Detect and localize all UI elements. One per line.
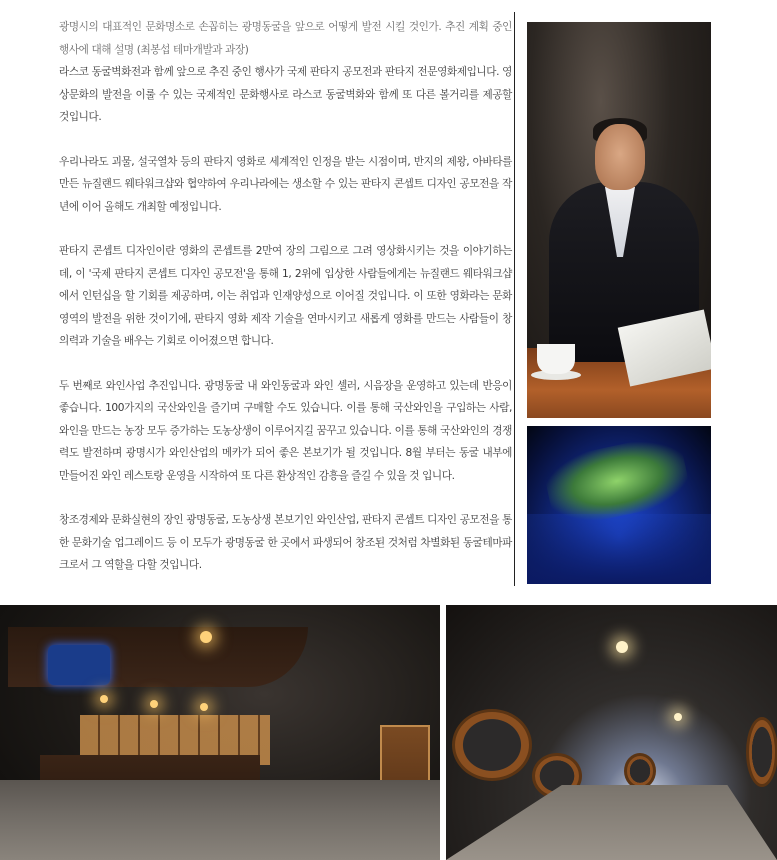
answer-paragraph-2: 우리나라도 괴물, 설국열차 등의 판타지 영화로 세계적인 인정을 받는 시점이며, 반지의 제왕, 아바타를 만든 뉴질랜드 웨타워크샵와 협약하여 우리나라에는 생소할 수 있는 판타지 콘셉트 디자인 공모전을 작년에 이어 올해도 개최할 예정입니다. [59, 155, 512, 213]
coffee-cup [537, 344, 575, 374]
article-text [59, 16, 512, 577]
pendant-lamp [150, 700, 158, 708]
answer-paragraph-1: 라스코 동굴벽화전과 함께 앞으로 추진 중인 행사가 국제 판타지 공모전과 판타지 전문영화제입니다. 영상문화의 발전을 이룰 수 있는 국제적인 문화행사로 라스코 동굴벽화와 함께 또 다른 볼거리를 제공할 것입니다. [59, 66, 512, 123]
blue-lit-rock [527, 514, 711, 584]
wine-tasting-sign [48, 645, 110, 685]
ceiling-lamp [674, 713, 682, 721]
tunnel-floor [446, 785, 777, 860]
ceiling-lamp [200, 631, 212, 643]
pendant-lamp [100, 695, 108, 703]
column-divider [514, 12, 515, 586]
wine-cave-tunnel-photo [446, 605, 777, 860]
answer-paragraph-3: 판타지 콘셉트 디자인이란 영화의 콘셉트를 2만여 장의 그림으로 그려 영상화시키는 것을 이야기하는데, 이 '국제 판타지 콘셉트 디자인 공모전'을 통해 1, 2위에 입상한 사람들에게는 뉴질랜드 웨타워크샵에서 인턴십을 할 기회를 제공하며, 이는 취업과 인재양성으로 이어질 것입니다. 이 또한 영화라는 문화 영역의 발전을 위한 것이기에, 판타지 영화 제작 기술을 연마시키고 새롭게 영화를 만드는 사람들이 창의력과 기술을 배우는 기회로 이어졌으면 합니다. [59, 245, 512, 347]
interviewee-photo [527, 22, 711, 418]
wine-barrel-display [746, 717, 777, 787]
wine-barrel-display [624, 753, 656, 789]
pendant-lamp [200, 703, 208, 711]
face [595, 124, 645, 190]
cave-dragon-photo [527, 426, 711, 584]
answer-paragraph-4: 두 번째로 와인사업 추진입니다. 광명동굴 내 와인동굴과 와인 셀러, 시음장을 운영하고 있는데 반응이 좋습니다. 100가지의 국산와인을 즐기며 구매할 수도 있습니다. 이를 통해 국산와인을 구입하는 사람, 와인을 만드는 농장 모두 증가하는 도농상생이 이루어지길 꿈꾸고 있습니다. 이를 통해 국산와인의 경쟁력도 발전하며 광명시가 와인산업의 메카가 되어 좋은 본보기가 될 것입니다. 8월 부터는 동굴 내부에 만들어진 와인 레스토랑 운영을 시작하여 또 다른 환상적인 감흥을 즐길 수 있을 것 입니다. [59, 379, 512, 482]
answer-paragraph-5: 창조경제와 문화실현의 장인 광명동굴, 도농상생 본보기인 와인산업, 판타지 콘셉트 디자인 공모전을 통한 문화기술 업그레이드 등 이 모두가 광명동굴 한 곳에서 파생되어 창조된 것처럼 차별화된 동굴테마파크로서 그 역할을 다할 것입니다. [59, 514, 512, 571]
tunnel-floor [0, 780, 440, 860]
wine-barrel-display [452, 709, 532, 781]
ceiling-lamp [616, 641, 628, 653]
interview-question: 광명시의 대표적인 문화명소로 손꼽히는 광명동굴을 앞으로 어떻게 발전 시킬 것인가. 추진 계획 중인 행사에 대해 설명 (최봉섭 테마개발과 과장) [59, 21, 512, 56]
wine-tasting-bar-photo [0, 605, 440, 860]
